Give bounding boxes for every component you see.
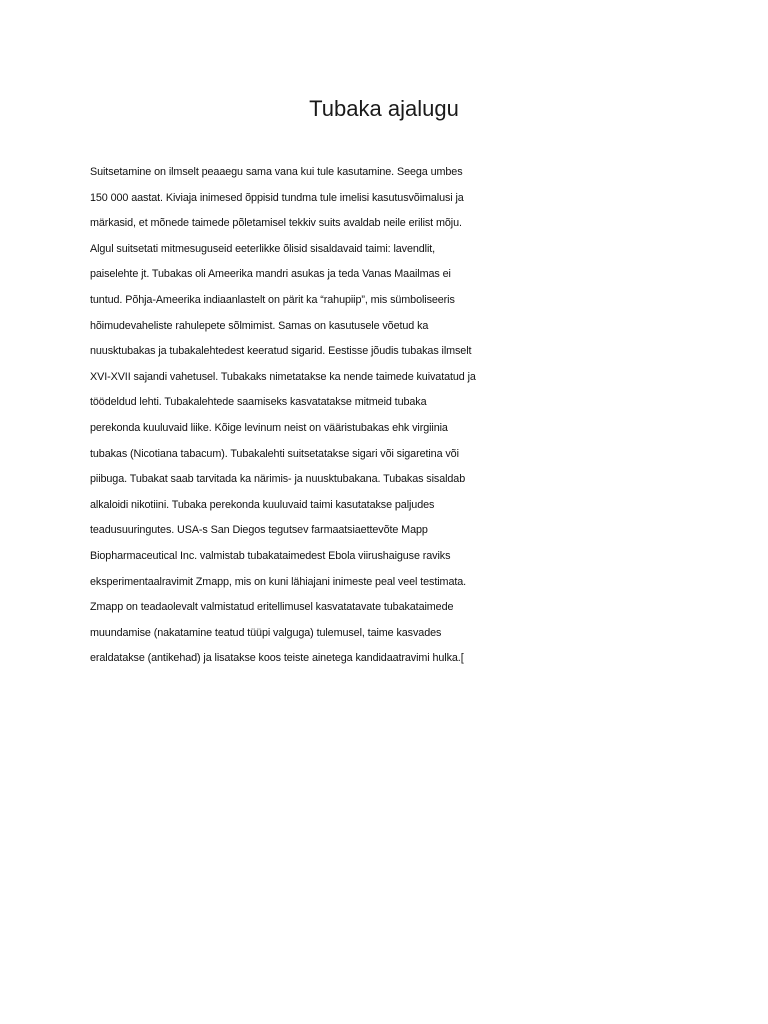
paragraph-line: hõimudevaheliste rahulepete sõlmimist. Samas on kasutusele võetud ka	[90, 319, 429, 332]
paragraph-line: töödeldud lehti. Tubakalehtede saamiseks kasvatatakse mitmeid tubaka	[90, 396, 427, 409]
paragraph-line: XVI-XVII sajandi vahetusel. Tubakaks nimetatakse ka nende taimede kuivatatud ja	[90, 370, 476, 383]
paragraph-line: alkaloidi nikotiini. Tubaka perekonda kuuluvaid taimi kasutatakse paljudes	[90, 498, 435, 511]
paragraph-line: tuntud. Põhja-Ameerika indiaanlastelt on pärit ka “rahupiip”, mis sümboliseeris	[90, 293, 455, 306]
paragraph-line: nuusktubakas ja tubakalehtedest keeratud sigarid. Eestisse jõudis tubakas ilmselt	[90, 345, 472, 358]
paragraph-line: muundamise (nakatamine teatud tüüpi valguga) tulemusel, taime kasvades	[90, 626, 442, 639]
paragraph-line: Biopharmaceutical Inc. valmistab tubakataimedest Ebola viirushaiguse raviks	[90, 549, 451, 562]
paragraph-line: 150 000 aastat. Kiviaja inimesed õppisid tundma tule imelisi kasutusvõimalusi ja	[90, 191, 464, 204]
page-title: Tubaka ajalugu	[309, 96, 459, 121]
paragraph-line: eksperimentaalravimit Zmapp, mis on kuni lähiajani inimeste peal veel testimata.	[90, 575, 467, 588]
paragraph-line: eraldatakse (antikehad) ja lisatakse koos teiste ainetega kandidaatravimi hulka.[	[90, 652, 464, 665]
paragraph-line: perekonda kuuluvaid liike. Kõige levinum neist on vääristubakas ehk virgiinia	[90, 421, 448, 434]
paragraph-line: teadusuuringutes. USA-s San Diegos tegutsev farmaatsiaettevõte Mapp	[90, 524, 428, 537]
paragraph-line: tubakas (Nicotiana tabacum). Tubakalehti suitsetatakse sigari või sigaretina või	[90, 447, 459, 460]
body-paragraph	[90, 160, 690, 672]
paragraph-line: Algul suitsetati mitmesuguseid eeterlikke õlisid sisaldavaid taimi: lavendlit,	[90, 242, 436, 255]
paragraph-line: märkasid, et mõnede taimede põletamisel tekkiv suits avaldab neile erilist mõju.	[90, 217, 462, 230]
paragraph-line: piibuga. Tubakat saab tarvitada ka närimis- ja nuusktubakana. Tubakas sisaldab	[90, 473, 466, 486]
paragraph-line: paiselehte jt. Tubakas oli Ameerika mandri asukas ja teda Vanas Maailmas ei	[90, 268, 451, 281]
paragraph-line: Suitsetamine on ilmselt peaaegu sama vana kui tule kasutamine. Seega umbes	[90, 166, 463, 178]
paragraph-line: Zmapp on teadaolevalt valmistatud eritellimusel kasvatatavate tubakataimede	[90, 601, 454, 614]
